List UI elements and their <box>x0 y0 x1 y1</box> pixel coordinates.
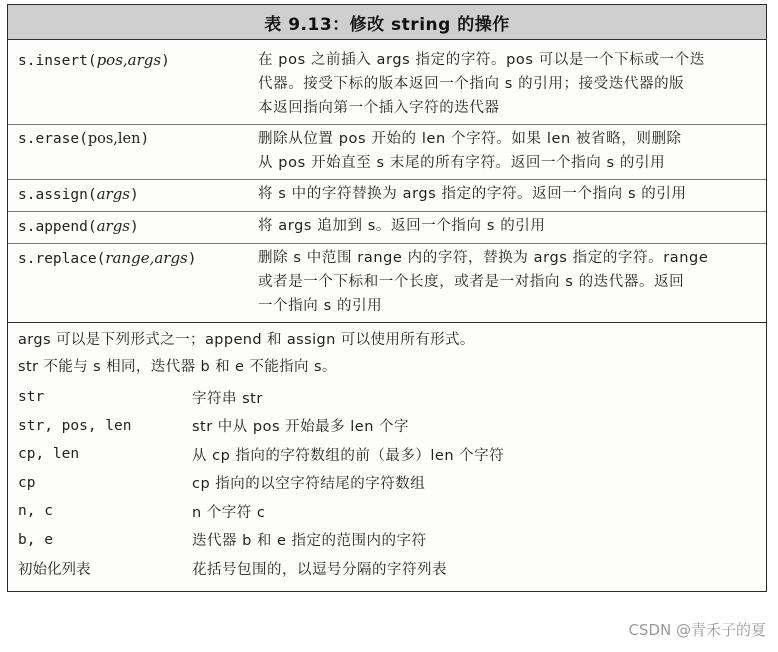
operation-name <box>8 246 258 271</box>
operation-name <box>8 214 258 239</box>
arg-meaning: n 个字符 c <box>192 504 266 521</box>
operations-list <box>8 40 766 323</box>
arg-form: cp <box>18 474 36 491</box>
operation-row-insert <box>8 46 766 125</box>
operation-description <box>258 214 763 238</box>
description-line: 从 pos 开始直至 s 末尾的所有字符。返回一个指向 s 的引用 <box>258 155 666 171</box>
operation-description <box>258 127 763 175</box>
operations-table <box>7 4 767 592</box>
arg-form-row <box>18 383 766 412</box>
args-notes <box>8 323 766 583</box>
operation-name-suffix: ) <box>140 131 150 147</box>
arg-form: str, pos, len <box>18 417 132 434</box>
arg-meaning: 从 cp 指向的字符数组的前（最多）len 个字符 <box>192 447 505 464</box>
arg-meaning: str 中从 pos 开始最多 len 个字 <box>192 419 410 436</box>
arg-form: n, c <box>18 503 53 520</box>
operation-name-suffix: ) <box>130 187 139 203</box>
description-line: 删除 s 中范围 range 内的字符，替换为 args 指定的字符。range <box>258 250 709 266</box>
operation-name-suffix: ) <box>187 251 197 267</box>
operation-name <box>8 48 258 73</box>
arg-meaning: 迭代器 b 和 e 指定的范围内的字符 <box>192 533 427 550</box>
arg-form: b, e <box>18 531 53 548</box>
arg-meaning: 花括号包围的，以逗号分隔的字符列表 <box>192 561 447 578</box>
operation-description <box>258 246 763 318</box>
operation-name <box>8 127 258 151</box>
table-title: 表 9.13：修改 string 的操作 <box>8 5 766 40</box>
arg-form: cp, len <box>18 446 80 463</box>
operation-name-prefix: s.replace( <box>18 251 106 267</box>
description-line: 将 s 中的字符替换为 args 指定的字符。返回一个指向 s 的引用 <box>258 186 687 202</box>
note-line: args 可以是下列形式之一；append 和 assign 可以使用所有形式。 <box>18 332 475 348</box>
operation-row-assign <box>8 180 766 212</box>
operation-name-prefix: s.insert( <box>18 53 97 69</box>
operation-name-args: args <box>96 185 130 203</box>
operation-description <box>258 48 763 120</box>
description-line: 一个指向 s 的引用 <box>258 298 383 314</box>
operation-name-args: pos,len <box>87 131 141 147</box>
operation-name <box>8 182 258 207</box>
operation-name-prefix: s.assign( <box>18 187 97 203</box>
description-line: 或者是一个下标和一个长度，或者是一对指向 s 的迭代器。返回 <box>258 274 685 290</box>
operation-name-prefix: s.erase( <box>18 131 88 147</box>
operation-row-append <box>8 212 766 244</box>
arg-meaning: 字符串 str <box>192 390 263 407</box>
arg-form-row <box>18 469 766 498</box>
operation-name-prefix: s.append( <box>18 219 97 235</box>
operation-name-args: pos,args <box>96 51 162 69</box>
operation-name-suffix: ) <box>130 219 139 235</box>
description-line: 将 args 追加到 s。返回一个指向 s 的引用 <box>258 218 546 234</box>
arg-form-row <box>18 526 766 555</box>
operation-row-erase <box>8 125 766 180</box>
arg-form-row <box>18 497 766 526</box>
arg-form: str <box>18 389 45 406</box>
arg-form-row <box>18 412 766 441</box>
description-line: 在 pos 之前插入 args 指定的字符。pos 可以是一个下标或一个迭 <box>258 52 705 68</box>
watermark: CSDN @青禾子的夏 <box>628 621 766 639</box>
arg-form: 初始化列表 <box>18 561 91 578</box>
arg-forms-list <box>18 383 766 583</box>
arg-form-row <box>18 554 766 583</box>
note-line: str 不能与 s 相同，迭代器 b 和 e 不能指向 s。 <box>18 359 337 375</box>
operation-row-replace <box>8 244 766 323</box>
arg-form-row <box>18 440 766 469</box>
description-line: 代器。接受下标的版本返回一个指向 s 的引用；接受迭代器的版 <box>258 76 685 92</box>
operation-description <box>258 182 763 206</box>
description-line: 本返回指向第一个插入字符的迭代器 <box>258 100 500 116</box>
arg-meaning: cp 指向的以空字符结尾的字符数组 <box>192 476 426 493</box>
description-line: 删除从位置 pos 开始的 len 个字符。如果 len 被省略，则删除 <box>258 131 682 147</box>
operation-name-args: args <box>96 217 130 235</box>
operation-name-args: range,args <box>105 249 188 267</box>
operation-name-suffix: ) <box>161 53 170 69</box>
